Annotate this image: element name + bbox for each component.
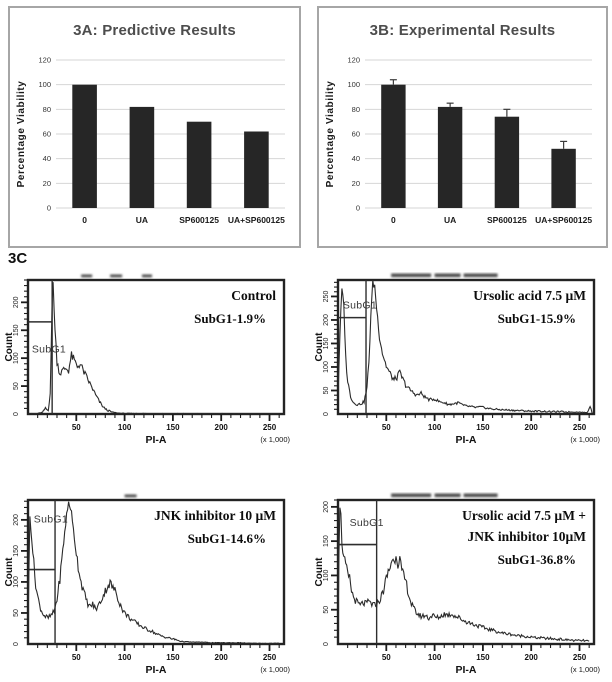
svg-text:40: 40 xyxy=(351,154,360,164)
panel-3b xyxy=(317,6,608,248)
panel-3b-title: 3B: Experimental Results xyxy=(369,22,556,39)
svg-text:0: 0 xyxy=(323,412,330,416)
svg-text:SubG1: SubG1 xyxy=(33,513,68,526)
svg-text:Control: Control xyxy=(231,288,276,303)
panel-3a-title: 3A: Predictive Results xyxy=(73,22,236,39)
svg-text:SubG1-15.9%: SubG1-15.9% xyxy=(497,311,576,326)
svg-text:PI-A: PI-A xyxy=(455,664,477,676)
svg-text:150: 150 xyxy=(323,337,330,350)
svg-text:250: 250 xyxy=(572,653,587,662)
svg-text:PI-A: PI-A xyxy=(455,434,477,446)
flow-plot-ursolic-plus-jnk xyxy=(314,492,608,678)
svg-text:60: 60 xyxy=(351,129,360,139)
svg-text:200: 200 xyxy=(323,501,330,513)
svg-text:0: 0 xyxy=(323,642,330,646)
svg-text:20: 20 xyxy=(42,178,51,188)
svg-text:50: 50 xyxy=(13,609,20,617)
svg-text:UA+SP600125: UA+SP600125 xyxy=(535,215,593,225)
svg-text:100: 100 xyxy=(117,423,132,432)
svg-text:200: 200 xyxy=(524,653,538,662)
svg-text:(x 1,000): (x 1,000) xyxy=(260,435,290,444)
svg-text:50: 50 xyxy=(323,605,330,614)
svg-text:150: 150 xyxy=(13,324,20,337)
svg-text:80: 80 xyxy=(351,104,360,114)
svg-text:100: 100 xyxy=(347,80,360,90)
svg-text:50: 50 xyxy=(381,423,391,432)
flow-plot-jnk-inhibitor xyxy=(4,492,298,678)
svg-text:150: 150 xyxy=(166,423,180,432)
svg-text:0: 0 xyxy=(13,412,20,416)
svg-text:SP600125: SP600125 xyxy=(179,215,219,225)
flow-plot-ursolic-acid xyxy=(314,272,608,448)
svg-text:(x 1,000): (x 1,000) xyxy=(570,435,600,444)
svg-text:SubG1: SubG1 xyxy=(349,517,384,530)
svg-text:100: 100 xyxy=(427,653,442,662)
svg-text:250: 250 xyxy=(262,653,277,662)
svg-text:Count: Count xyxy=(4,557,15,587)
bar-chart-3b xyxy=(321,52,602,240)
svg-text:Ursolic acid 7.5 µM +: Ursolic acid 7.5 µM + xyxy=(462,508,586,523)
svg-text:150: 150 xyxy=(476,423,490,432)
svg-text:Count: Count xyxy=(314,332,325,362)
svg-text:PI-A: PI-A xyxy=(145,664,167,676)
svg-text:150: 150 xyxy=(13,545,20,557)
svg-text:120: 120 xyxy=(347,55,360,65)
svg-text:150: 150 xyxy=(166,653,180,662)
svg-text:60: 60 xyxy=(42,129,51,139)
svg-text:0: 0 xyxy=(46,203,51,213)
svg-text:20: 20 xyxy=(351,178,360,188)
panel-3a xyxy=(8,6,301,248)
svg-text:200: 200 xyxy=(13,514,20,526)
svg-text:100: 100 xyxy=(13,352,20,365)
svg-text:250: 250 xyxy=(323,290,330,303)
svg-text:Count: Count xyxy=(4,332,15,362)
svg-text:200: 200 xyxy=(524,423,538,432)
svg-text:Percentage Viability: Percentage Viability xyxy=(325,80,336,188)
svg-text:UA+SP600125: UA+SP600125 xyxy=(227,215,285,225)
svg-text:JNK inhibitor 10 µM: JNK inhibitor 10 µM xyxy=(154,508,276,523)
svg-text:200: 200 xyxy=(323,314,330,326)
svg-text:50: 50 xyxy=(71,423,81,432)
svg-text:SubG1-1.9%: SubG1-1.9% xyxy=(194,311,266,326)
bar-chart-3a xyxy=(12,52,295,240)
svg-text:(x 1,000): (x 1,000) xyxy=(260,665,290,674)
svg-text:0: 0 xyxy=(391,215,396,225)
svg-text:100: 100 xyxy=(117,653,132,662)
svg-text:50: 50 xyxy=(381,653,391,662)
section-label-3c: 3C xyxy=(8,250,28,267)
svg-text:50: 50 xyxy=(71,653,81,662)
svg-text:SubG1-36.8%: SubG1-36.8% xyxy=(497,552,576,567)
svg-text:40: 40 xyxy=(42,154,51,164)
svg-text:100: 100 xyxy=(323,569,330,582)
svg-text:120: 120 xyxy=(38,55,51,65)
svg-text:100: 100 xyxy=(13,576,20,588)
svg-text:250: 250 xyxy=(262,423,277,432)
flow-plot-control xyxy=(4,272,298,448)
svg-text:SubG1: SubG1 xyxy=(342,299,378,312)
svg-text:150: 150 xyxy=(323,535,330,547)
svg-text:50: 50 xyxy=(323,386,330,395)
svg-text:200: 200 xyxy=(13,296,20,309)
svg-text:250: 250 xyxy=(572,423,587,432)
svg-text:200: 200 xyxy=(214,653,228,662)
svg-text:80: 80 xyxy=(42,104,51,114)
svg-text:(x 1,000): (x 1,000) xyxy=(570,665,600,674)
svg-text:200: 200 xyxy=(214,423,228,432)
svg-text:UA: UA xyxy=(443,215,457,225)
svg-text:100: 100 xyxy=(38,80,51,90)
svg-text:100: 100 xyxy=(323,361,330,373)
svg-text:SubG1-14.6%: SubG1-14.6% xyxy=(187,531,266,546)
svg-text:100: 100 xyxy=(427,423,442,432)
svg-text:UA: UA xyxy=(135,215,149,225)
svg-text:0: 0 xyxy=(355,203,360,213)
svg-text:150: 150 xyxy=(476,653,490,662)
svg-text:0: 0 xyxy=(13,642,20,646)
svg-text:SP600125: SP600125 xyxy=(487,215,527,225)
svg-text:Percentage Viability: Percentage Viability xyxy=(16,80,27,188)
svg-text:Ursolic acid 7.5 µM: Ursolic acid 7.5 µM xyxy=(473,288,586,303)
svg-text:PI-A: PI-A xyxy=(145,434,167,446)
svg-text:SubG1: SubG1 xyxy=(31,343,67,356)
svg-text:Count: Count xyxy=(314,557,325,587)
svg-text:0: 0 xyxy=(82,215,87,225)
svg-text:50: 50 xyxy=(13,382,20,390)
svg-text:JNK inhibitor 10µM: JNK inhibitor 10µM xyxy=(467,529,586,544)
